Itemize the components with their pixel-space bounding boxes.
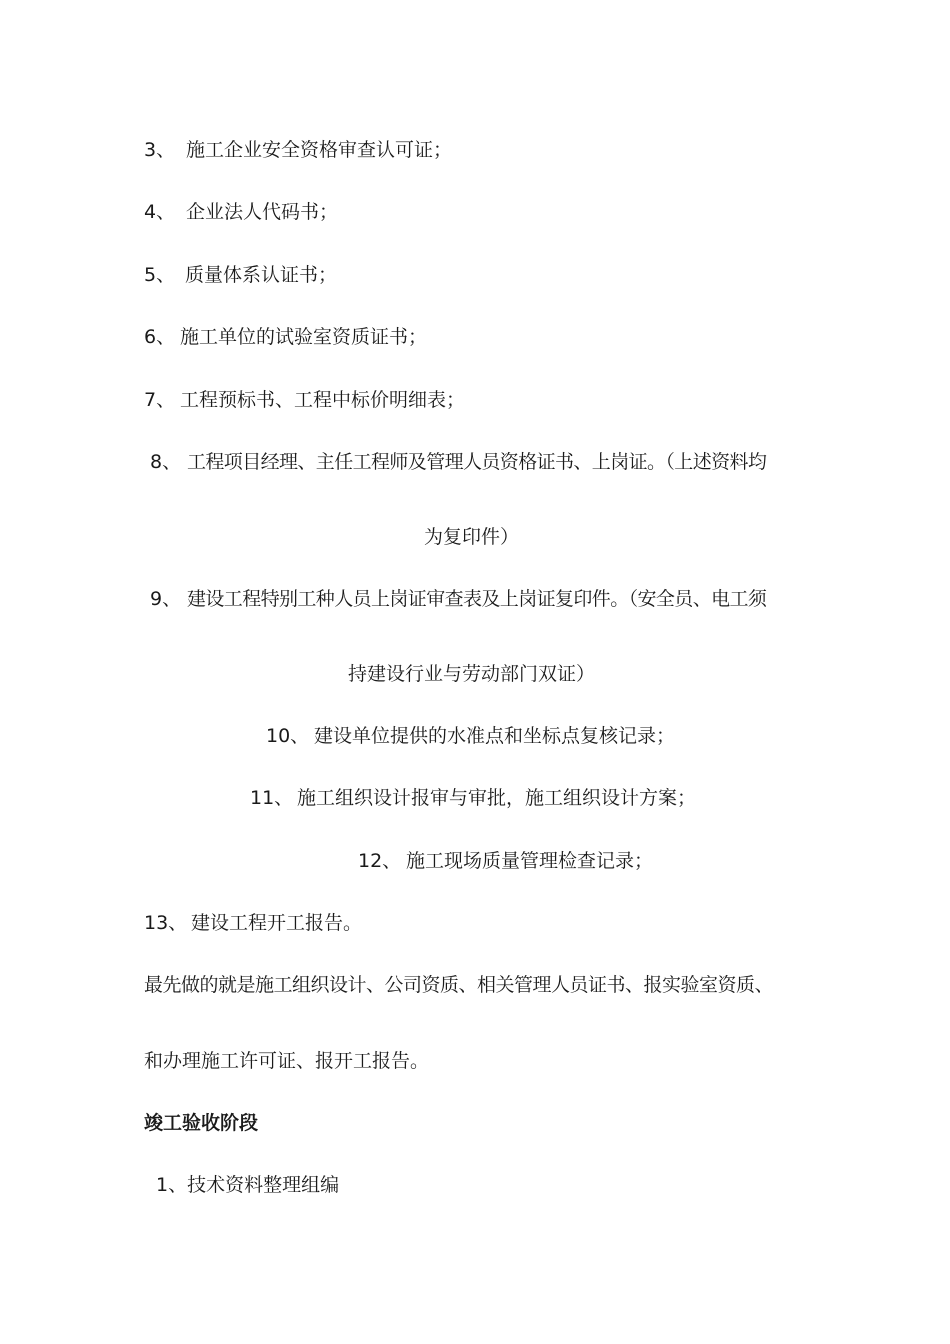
item-number: 13、 (144, 912, 188, 934)
item-number: 10、 (266, 725, 310, 747)
item-text: 施工单位的试验室资质证书； (180, 326, 428, 348)
section-heading: 竣工验收阶段 (144, 1112, 259, 1134)
section-item: 1、技术资料整理组编 (156, 1174, 340, 1196)
item-number: 8、 (150, 451, 182, 473)
item-text: 工程预标书、工程中标价明细表； (180, 389, 466, 411)
item-number: 9、 (150, 588, 182, 610)
item-text: 质量体系认证书； (185, 264, 338, 286)
list-item (150, 586, 766, 612)
list-item (150, 449, 766, 475)
item-text: 工程项目经理、主任工程师及管理人员资格证书、上岗证。（上述资料均 (187, 451, 767, 473)
list-item (144, 199, 338, 225)
item-text: 建设工程特别工种人员上岗证审查表及上岗证复印件。（安全员、电工须 (187, 588, 767, 610)
item-text: 企业法人代码书； (186, 201, 339, 223)
item-number: 7、 (144, 389, 176, 411)
item-number: 5、 (144, 264, 176, 286)
item-number: 6、 (144, 326, 176, 348)
list-item (144, 910, 362, 936)
summary-paragraph-line: 最先做的就是施工组织设计、公司资质、相关管理人员证书、报实验室资质、 (144, 974, 774, 996)
item-number: 12、 (358, 850, 402, 872)
list-item-continuation: 为复印件） (424, 526, 520, 548)
summary-paragraph-line: 和办理施工许可证、报开工报告。 (144, 1050, 430, 1072)
list-item (144, 387, 465, 413)
item-text: 建设单位提供的水准点和坐标点复核记录； (314, 725, 676, 747)
item-number: 11、 (250, 787, 294, 809)
item-text: 施工企业安全资格审查认可证； (186, 139, 453, 161)
list-item (144, 262, 337, 288)
list-item (266, 723, 675, 749)
list-item-continuation: 持建设行业与劳动部门双证） (348, 663, 596, 685)
list-item (250, 785, 696, 811)
item-text: 施工现场质量管理检查记录； (406, 850, 654, 872)
item-number: 3、 (144, 139, 176, 161)
item-text: 施工组织设计报审与审批，施工组织设计方案； (297, 787, 697, 809)
list-item (144, 324, 427, 350)
list-item (358, 848, 653, 874)
item-number: 4、 (144, 201, 176, 223)
list-item (144, 137, 452, 163)
item-text: 建设工程开工报告。 (191, 912, 363, 934)
